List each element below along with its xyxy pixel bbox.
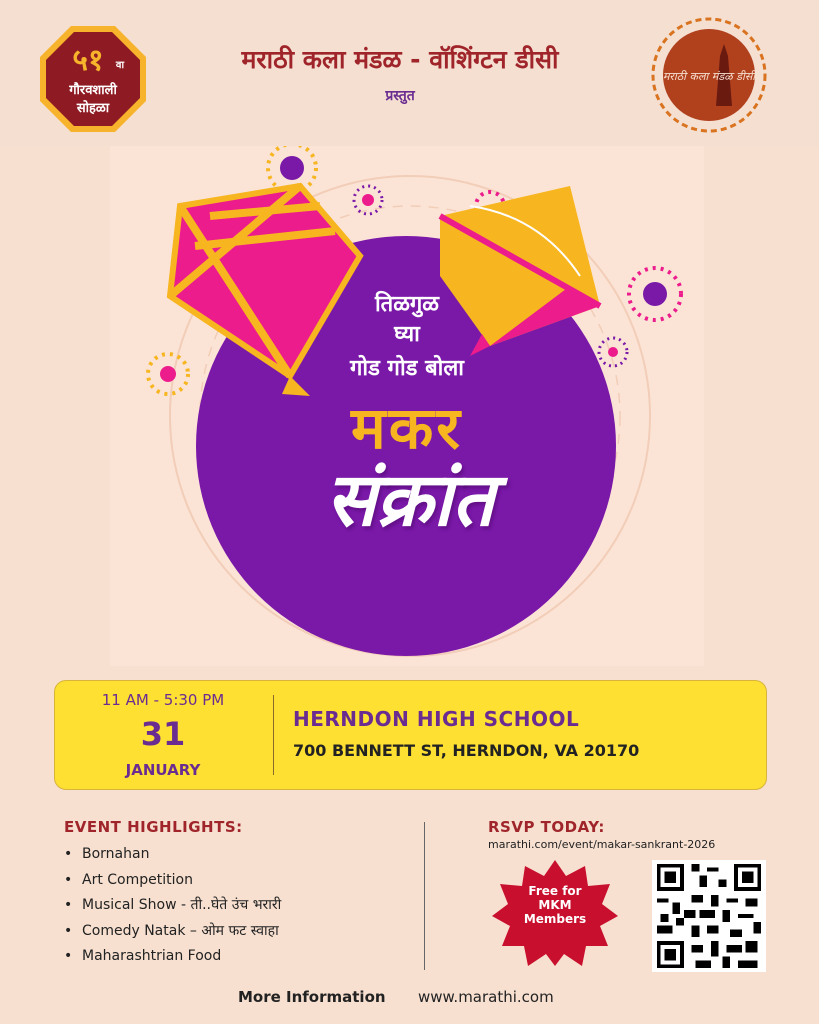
hero-line-ghya: घ्या — [394, 322, 420, 347]
badge-number: ५१ — [72, 43, 104, 78]
mkm-logo — [650, 16, 768, 134]
qr-code[interactable] — [652, 860, 766, 972]
organizer-title: मराठी कला मंडळ - वॉशिंग्टन डीसी — [241, 45, 559, 74]
anniversary-badge — [38, 24, 148, 134]
highlight-item: • Maharashtrian Food — [64, 946, 281, 972]
highlights-title: EVENT HIGHLIGHTS: — [64, 818, 243, 836]
event-time: 11 AM - 5:30 PM — [101, 691, 225, 709]
info-divider — [273, 695, 274, 775]
logo-text: मराठी कला मंडळ डीसी — [662, 70, 756, 83]
highlight-item: • Art Competition — [64, 870, 281, 896]
free-badge-line1: Free for — [528, 884, 582, 898]
highlight-item: • Bornahan — [64, 844, 281, 870]
rsvp-title: RSVP TODAY: — [488, 818, 605, 836]
event-address: 700 BENNETT ST, HERNDON, VA 20170 — [293, 741, 640, 760]
hero-artwork — [110, 146, 704, 666]
hero-line-tilgul: तिळगुळ — [374, 292, 440, 317]
event-info-bar — [54, 680, 767, 790]
more-info-label: More Information — [238, 988, 386, 1006]
event-date-number: 31 — [140, 715, 186, 753]
event-venue: HERNDON HIGH SCHOOL — [293, 707, 580, 731]
website-link[interactable]: www.marathi.com — [418, 988, 554, 1006]
highlights-list — [64, 844, 281, 972]
presents-label: प्रस्तुत — [385, 88, 415, 104]
hero-makar: मकर — [351, 394, 463, 462]
badge-line2: सोहळा — [76, 101, 110, 116]
free-badge-line3: Members — [523, 912, 587, 926]
hero-sankrant: संक्रांत — [325, 457, 495, 543]
hero-line-god-bola: गोड गोड बोला — [350, 356, 464, 381]
highlight-item: • Musical Show - ती..घेते उंच भरारी — [64, 895, 281, 921]
free-badge-line2: MKM — [538, 898, 572, 912]
event-month: JANUARY — [125, 761, 201, 779]
header — [0, 0, 819, 146]
rsvp-link[interactable]: marathi.com/event/makar-sankrant-2026 — [488, 838, 716, 851]
badge-line1: गौरवशाली — [69, 83, 117, 98]
section-divider — [424, 822, 425, 970]
badge-suffix: वा — [115, 60, 125, 71]
highlight-item: • Comedy Natak – ओम फट स्वाहा — [64, 921, 281, 947]
free-badge-text — [500, 884, 610, 926]
